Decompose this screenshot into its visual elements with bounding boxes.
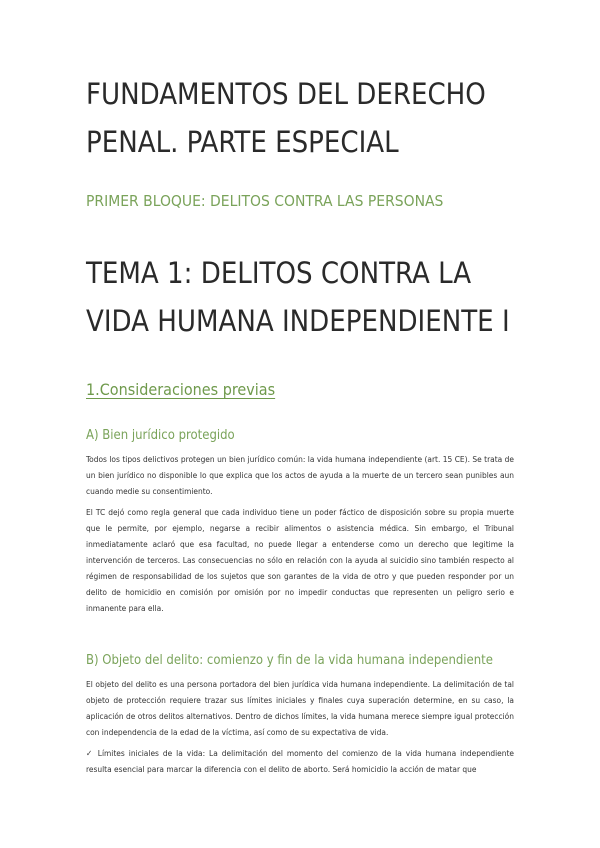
paragraph-a2: El TC dejó como regla general que cada individuo tiene un poder fáctico de disposición sobre su propia muerte que le permite, por ejemplo, negarse a recibir alimentos o asistencia médica. Sin embargo, el Tribunal inmediatamente aclaró que esa facultad, no puede llegar a entenderse como un derecho que legitime la intervención de terceros. Las consecuencias no sólo en relación con la ayuda al suicidio sino también respecto al régimen de responsabilidad de los sujetos que son garantes de la vida de otro y que pueden responder por un delito de homicidio en comisión por omisión por no impedir conductas que representen un peligro serio e inmanente para ella. (86, 507, 514, 613)
main-title: FUNDAMENTOS DEL DERECHO PENAL. PARTE ESPECIAL (86, 77, 486, 159)
subsection-b-heading: B) Objeto del delito: comienzo y fin de la vida humana independiente (86, 653, 493, 668)
paragraph-a1: Todos los tipos delictivos protegen un bien jurídico común: la vida humana independiente (art. 15 CE). Se trata de un bien jurídico no disponible lo que explica que los actos de ayuda a la muerte de un tercero sean punibles aun cuando medie su consentimiento. (86, 454, 514, 496)
subsection-a-heading: A) Bien jurídico protegido (86, 428, 235, 443)
block-title: PRIMER BLOQUE: DELITOS CONTRA LAS PERSONAS (86, 192, 444, 210)
paragraph-b2: ✓ Límites iniciales de la vida: La delimitación del momento del comienzo de la vida humana independiente resulta esencial para marcar la diferencia con el delito de aborto. Será homicidio la acción de matar que (86, 748, 514, 774)
tema-title: TEMA 1: DELITOS CONTRA LA VIDA HUMANA INDEPENDIENTE I (86, 256, 510, 338)
paragraph-b1: El objeto del delito es una persona portadora del bien jurídica vida humana independiente. La delimitación de tal objeto de protección requiere trazar sus límites iniciales y finales cuya superación determine, en su caso, la aplicación de otros delitos alternativos. Dentro de dichos límites, la vida humana merece siempre igual protección con independencia de la edad de la víctima, así como de su expectativa de vida. (86, 679, 514, 737)
section-heading: 1.Consideraciones previas (86, 380, 276, 399)
